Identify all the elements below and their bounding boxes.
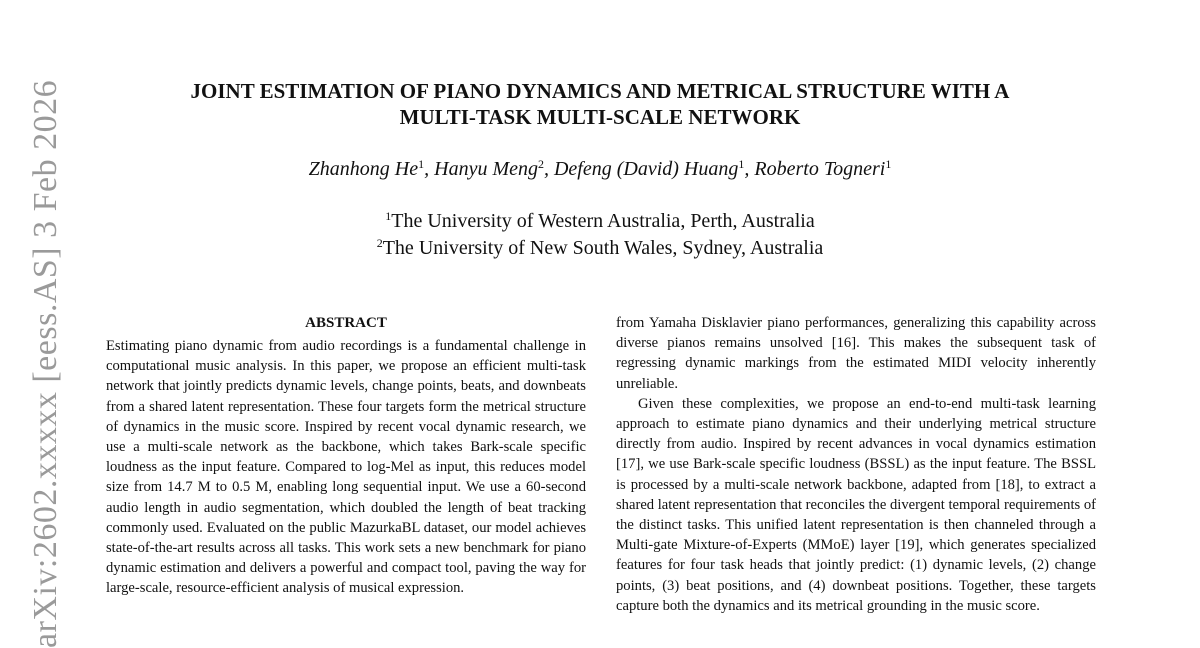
abstract-body: Estimating piano dynamic from audio recordings is a fundamental challenge in computational music analysis. In this paper, we propose an efficient multi-task network that jointly predicts dynamic levels, change points, beats, and downbeats from a shared latent representation. These four targets form the metrical structure of dynamics in the music score. Inspired by recent vocal dynamic research, we use a multi-scale network as the backbone, which takes Bark-scale specific loudness as the input feature. Compared to log-Mel as input, this reduces model size from 14.7 M to 0.5 M, enabling long sequential input. We use a 60-second audio length in audio segmentation, which doubled the length of beat tracking commonly used. Evaluated on the public MazurkaBL dataset, our model achieves state-of-the-art results across all tasks. This work sets a new benchmark for piano dynamic estimation and delivers a powerful and compact tool, paving the way for large-scale, resource-efficient analysis of musical expression. xyxy=(106,338,586,597)
author-list xyxy=(0,156,1200,182)
arxiv-side-stamp: arXiv:2602.xxxxx [eess.AS] 3 Feb 2026 xyxy=(27,79,64,648)
author-name: Hanyu Meng xyxy=(434,158,538,180)
left-column xyxy=(106,313,586,599)
author-affil-mark: 1 xyxy=(885,157,892,171)
intro-paragraph: from Yamaha Disklavier piano performances, generalizing this capability across diverse pianos remains unsolved [16]. This makes the subsequent task of regressing dynamic markings from the estimated MIDI velocity inherently unreliable. xyxy=(616,315,1096,392)
author-name: Roberto Togneri xyxy=(754,158,886,180)
author-separator: , xyxy=(744,158,755,180)
author-separator: , xyxy=(424,158,435,180)
paper-title xyxy=(0,78,1200,130)
title-line-2: MULTI-TASK MULTI-SCALE NETWORK xyxy=(399,105,801,129)
affiliation-mark: 2 xyxy=(376,236,383,250)
right-column xyxy=(616,313,1096,616)
affiliation-text: The University of Western Australia, Perth, Australia xyxy=(391,210,815,232)
author-affil-mark: 1 xyxy=(738,157,745,171)
affiliation-text: The University of New South Wales, Sydney, Australia xyxy=(382,237,824,259)
affiliation-list xyxy=(0,208,1200,262)
affiliation-line xyxy=(0,208,1200,235)
author-affil-mark: 2 xyxy=(537,157,544,171)
affiliation-line xyxy=(0,235,1200,262)
abstract-heading: ABSTRACT xyxy=(305,315,387,331)
author-affil-mark: 1 xyxy=(418,157,425,171)
author-name: Defeng (David) Huang xyxy=(553,158,739,180)
affiliation-mark: 1 xyxy=(385,209,392,223)
title-line-1: JOINT ESTIMATION OF PIANO DYNAMICS AND METRICAL STRUCTURE WITH A xyxy=(190,79,1010,103)
intro-paragraph: Given these complexities, we propose an end-to-end multi-task learning approach to estimate piano dynamics and their underlying metrical structure directly from audio. Inspired by recent advances in vocal dynamics estimation [17], we use Bark-scale specific loudness (BSSL) as the input feature. The BSSL is processed by a multi-scale network backbone, adapted from [18], to extract a shared latent representation that reconciles the divergent temporal requirements of the distinct tasks. This unified latent representation is then channeled through a Multi-gate Mixture-of-Experts (MMoE) layer [19], which generates specialized features for four task heads that jointly predict: (1) dynamic levels, (2) change points, (3) beat positions, and (4) downbeat positions. Together, these targets capture both the dynamics and its metrical grounding in the music score. xyxy=(616,395,1096,614)
author-separator: , xyxy=(543,158,554,180)
author-name: Zhanhong He xyxy=(308,158,419,180)
